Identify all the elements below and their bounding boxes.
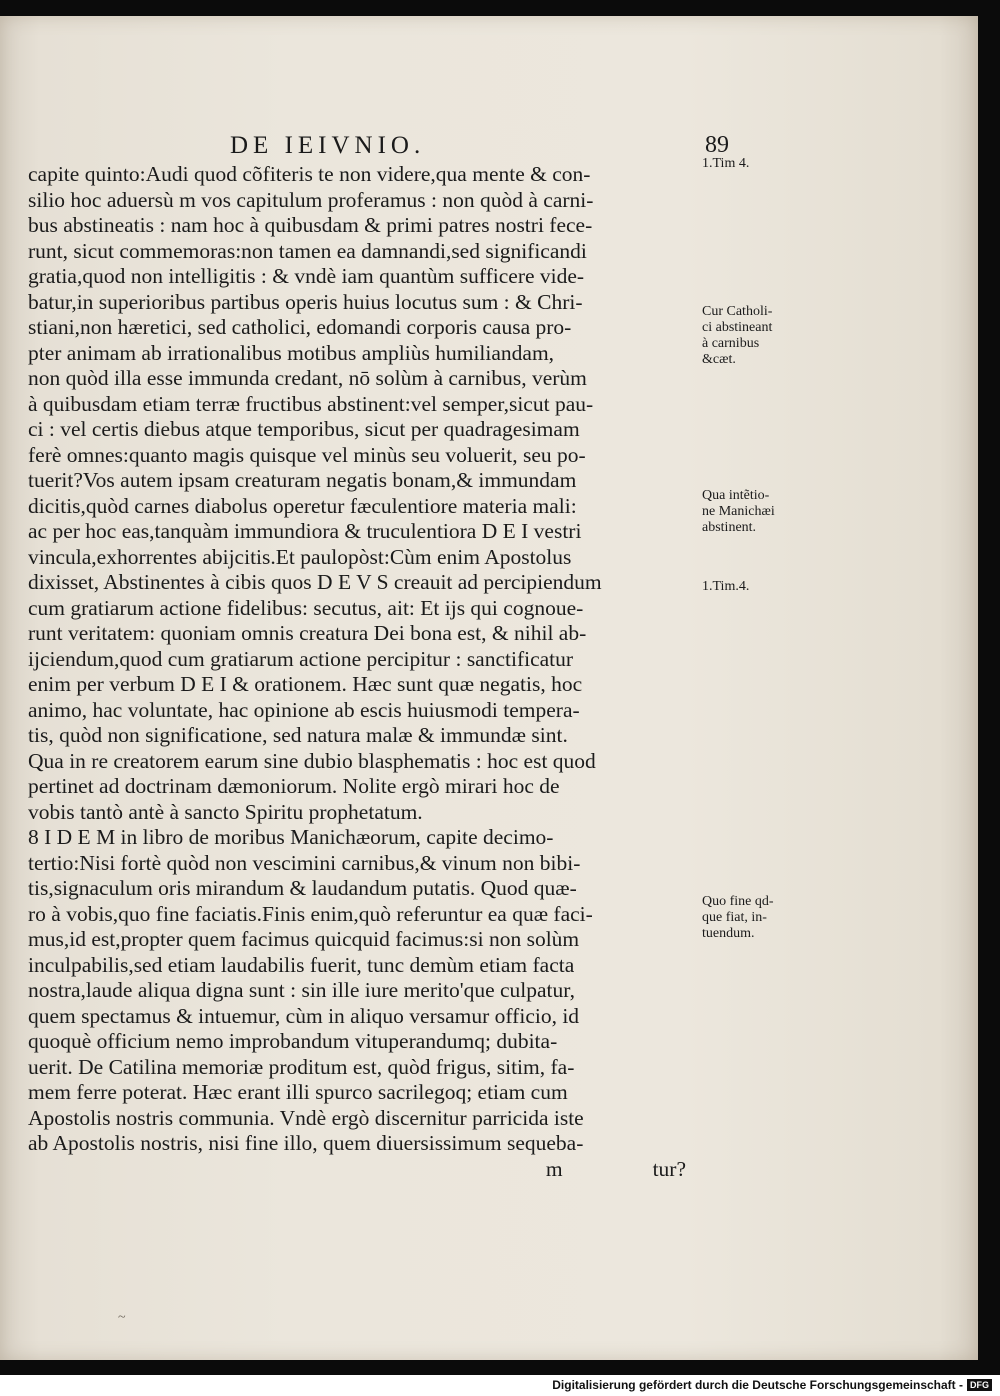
text-line: vobis tantò antè à sancto Spiritu prophetatum. bbox=[28, 799, 423, 824]
text-line: mus,id est,propter quem facimus quicquid facimus:si non solùm bbox=[28, 927, 580, 951]
text-line: silio hoc aduersù m vos capitulum proferamus : non quòd à carni- bbox=[28, 187, 594, 212]
text-line: nostra,laude aliqua digna sunt : sin ille iure merito'que culpatur, bbox=[28, 978, 575, 1002]
page-number: 89 bbox=[705, 132, 729, 158]
marginal-note-line: ci abstineant bbox=[702, 320, 773, 335]
marginal-note-line: Qua intẽtio- bbox=[702, 488, 770, 503]
marginal-note-line: 1.Tim 4. bbox=[702, 156, 750, 171]
text-line: mem ferre poterat. Hæc erant illi spurco sacrilegoq; etiam cum bbox=[28, 1080, 568, 1104]
text-line: vincula,exhorrentes abijcitis.Et paulopòst:Cùm enim Apostolus bbox=[28, 544, 572, 569]
text-line: tuerit?Vos autem ipsam creaturam negatis bonam,& immundam bbox=[28, 468, 577, 492]
footer-credit bbox=[552, 1378, 992, 1392]
text-line: batur,in superioribus partibus operis huius locutus sum : & Chri- bbox=[28, 289, 583, 314]
text-line: cum gratiarum actione fidelibus: secutus, ait: Et ijs qui cognoue- bbox=[28, 595, 584, 620]
text-line: dixisset, Abstinentes à cibis quos D E V S creauit ad percipiendum bbox=[28, 570, 602, 594]
marginal-note-line: tuendum. bbox=[702, 926, 755, 941]
marginal-note-5 bbox=[702, 894, 798, 942]
text-line: bus abstineatis : nam hoc à quibusdam & primi patres nostri fece- bbox=[28, 213, 593, 237]
marginal-note-line: Cur Catholi- bbox=[702, 304, 773, 319]
text-line: enim per verbum D E I & orationem. Hæc sunt quæ negatis, hoc bbox=[28, 672, 583, 696]
text-line: ijciendum,quod cum gratiarum actione percipitur : sanctificatur bbox=[28, 646, 574, 671]
text-line: tertio:Nisi fortè quòd non vescimini carnibus,& vinum non bibi- bbox=[28, 850, 581, 875]
text-line: tis,signaculum oris mirandum & laudandum putatis. Quod quæ- bbox=[28, 876, 577, 900]
funding-text: Digitalisierung gefördert durch die Deutsche Forschungsgemeinschaft - bbox=[552, 1378, 963, 1392]
marginal-note-4 bbox=[702, 579, 798, 595]
text-line: capite quinto:Audi quod cõfiteris te non videre,qua mente & con- bbox=[28, 162, 591, 186]
text-line: ab Apostolis nostris, nisi fine illo, quem diuersissimum sequeba- bbox=[28, 1131, 584, 1155]
text-line: quoquè officium nemo improbandum vituperandumq; dubita- bbox=[28, 1029, 558, 1053]
text-line: ferè omnes:quanto magis quisque vel minùs seu voluerit, seu po- bbox=[28, 442, 586, 467]
text-line: Apostolis nostris communia. Vndè ergò discernitur parricida iste bbox=[28, 1105, 584, 1130]
marginal-note-2 bbox=[702, 304, 798, 368]
text-line: uerit. De Catilina memoriæ proditum est, quòd frigus, sitim, fa- bbox=[28, 1054, 575, 1079]
text-line: Qua in re creatorem earum sine dubio blasphematis : hoc est quod bbox=[28, 748, 596, 773]
text-line: animo, hac voluntate, hac opinione ab escis huiusmodi tempera- bbox=[28, 697, 580, 722]
text-line: stiani,non hæretici, sed catholici, edomandi corporis causa pro- bbox=[28, 315, 572, 339]
text-line: pertinet ad doctrinam dæmoniorum. Nolite ergò mirari hoc de bbox=[28, 774, 560, 798]
text-line: à quibusdam etiam terræ fructibus abstinent:vel semper,sicut pau- bbox=[28, 391, 594, 416]
marginal-note-line: à carnibus bbox=[702, 336, 760, 351]
marginal-note-1 bbox=[702, 156, 798, 172]
catchword: tur? bbox=[652, 1156, 686, 1181]
text-line: 8 I D E M in libro de moribus Manichæorum, capite decimo- bbox=[28, 825, 554, 849]
text-line: ro à vobis,quo fine faciatis.Finis enim,quò referuntur ea quæ faci- bbox=[28, 901, 593, 926]
marginal-note-3 bbox=[702, 488, 798, 536]
marginal-note-line: &cæt. bbox=[702, 352, 736, 367]
signature-mark: m bbox=[545, 1156, 563, 1181]
text-line: ac per hoc eas,tanquàm immundiora & truculentiora D E I vestri bbox=[28, 519, 582, 543]
text-line: pter animam ab irrationalibus motibus ampliùs humiliandam, bbox=[28, 340, 555, 365]
text-line: runt, sicut commemoras:non tamen ea damnandi,sed significandi bbox=[28, 238, 587, 263]
text-line: gratia,quod non intelligitis : & vndè iam quantùm sufficere vide- bbox=[28, 264, 585, 288]
main-text-block bbox=[28, 162, 696, 1182]
ink-smudge: ~ bbox=[118, 1310, 126, 1325]
marginal-note-line: abstinent. bbox=[702, 520, 757, 535]
catchword-line bbox=[28, 1157, 696, 1183]
text-line: runt veritatem: quoniam omnis creatura Dei bona est, & nihil ab- bbox=[28, 621, 587, 645]
text-line: dicitis,quòd carnes diabolus operetur fæculentiore materia mali: bbox=[28, 493, 577, 518]
text-line: quem spectamus & intuemur, cùm in aliquo versamur officio, id bbox=[28, 1003, 580, 1028]
marginal-note-line: ne Manichæi bbox=[702, 504, 775, 519]
text-line: inculpabilis,sed etiam laudabilis fuerit, tunc demùm etiam facta bbox=[28, 952, 575, 977]
running-title: DE IEIVNIO. bbox=[230, 132, 426, 159]
text-line: non quòd illa esse immunda credant, nō solùm à carnibus, verùm bbox=[28, 366, 587, 390]
text-line: tis, quòd non significatione, sed natura malæ & immundæ sint. bbox=[28, 723, 568, 747]
marginal-note-line: que fiat, in- bbox=[702, 910, 767, 925]
book-page bbox=[0, 16, 978, 1360]
text-line: ci : vel certis diebus atque temporibus, sicut per quadragesimam bbox=[28, 417, 580, 441]
dfg-logo: DFG bbox=[967, 1379, 992, 1391]
marginal-note-line: Quo fine qd- bbox=[702, 894, 774, 909]
marginal-note-line: 1.Tim.4. bbox=[702, 579, 750, 594]
